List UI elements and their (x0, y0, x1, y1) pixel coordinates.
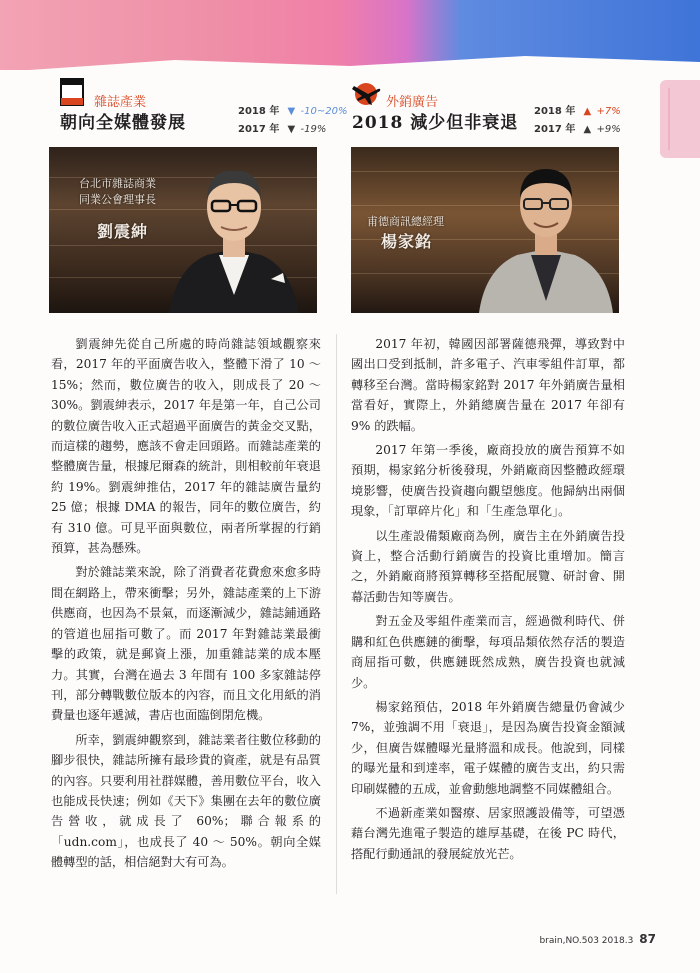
paragraph: 所幸，劉震紳觀察到，雜誌業者往數位移動的腳步很快，雜誌所擁有最珍貴的資產，就是有品質的內容。只要利用社群媒體，善用數位平台，收入也能成長快速；例如《天下》集團在去年的數位廣告營收，就成長了 60%；聯合報系的「udn.com」，也成長了 40 ～ 50%。朝向全媒體轉型的話，相信絕對大有可為。 (51, 732, 321, 870)
photo-caption-org: 台北市雜誌商業 (79, 177, 156, 190)
portrait-photo-left (49, 147, 317, 313)
stat-2018: 2018 年 ▲ +7% (534, 106, 621, 117)
left-article-body (51, 334, 321, 877)
paragraph: 2017 年第一季後，廠商投放的廣告預算不如預期，楊家銘分析後發現，外銷廠商因整體政經環境影響，使廣告投資趨向觀望態度。他歸納出兩個現象，「訂單碎片化」和「生產急單化」。 (351, 443, 625, 519)
person-figure (471, 151, 619, 313)
paragraph: 劉震紳先從自己所處的時尚雜誌領域觀察來看，2017 年的平面廣告收入，整體下滑了 10 ～ 15%；然而，數位廣告的收入，則成長了 20 ～ 30%。劉震紳表示，2017 年是第一年，自己公司的數位廣告收入正式超過平面廣告的黃金交叉點，而這樣的趨勢，應該不會走回頭路。而雜誌產業的整體廣告量，根據尼爾森的統計，則相較前年衰退約 19%。劉震紳推估，2017 年的雜誌廣告量約 25 億；根據 DMA 的報告，同年的數位廣告，約有 310 億。可見平面與數位，兩者所掌握的行銷預算，甚為懸殊。 (51, 337, 321, 556)
left-section-header (60, 74, 348, 135)
person-figure (159, 155, 309, 313)
photo-caption-name: 楊家銘 (381, 232, 433, 251)
right-article-body (351, 334, 625, 868)
paragraph: 不過新產業如醫療、居家照護設備等，可望憑藉台灣先進電子製造的雄厚基礎，在後 PC 時代，搭配行動通訊的發展綻放光芒。 (351, 805, 625, 861)
photo-caption-title: 同業公會理事長 (79, 193, 156, 206)
photo-caption-name: 劉震紳 (97, 222, 149, 241)
airplane-icon (352, 80, 382, 106)
category-label: 雜誌產業 (94, 95, 147, 110)
paragraph: 對於雜誌業來說，除了消費者花費愈來愈多時間在網路上，帶來衝擊；另外，雜誌產業的上下游供應商，也因為不景氣，而逐漸減少，雜誌鋪通路的管道也屈指可數了。而 2017 年對雜誌業最衝擊的政策，就是郵資上漲，加重雜誌業的成本壓力。其實，台灣在過去 3 年間有 100 多家雜誌停刊，部分轉戰數位版本的內容，而且文化用紙的消費量也逐年遞減，書店也面臨倒閉危機。 (51, 565, 321, 723)
headline: 朝向全媒體發展 (60, 113, 186, 133)
right-section-header (352, 74, 622, 134)
paragraph: 2017 年初，韓國因部署薩德飛彈，導致對中國出口受到抵制，許多電子、汽車零組件訂單，都轉移至台灣。當時楊家銘對 2017 年外銷廣告量相當看好，實際上，外銷總廣告量在 2017 年卻有 9% 的跌幅。 (351, 337, 625, 433)
top-decorative-band (0, 0, 700, 70)
paragraph: 以生產設備類廠商為例，廣告主在外銷廣告投資上，整合活動行銷廣告的投資比重增加。簡言之，外銷廠商將預算轉移至搭配展覽、研討會、開幕活動告知等廣告。 (351, 528, 625, 604)
stat-2017: 2017 年 ▼ -19% (238, 124, 327, 135)
magazine-icon (60, 78, 84, 106)
stat-2017: 2017 年 ▲ +9% (534, 124, 621, 135)
portrait-photo-right (351, 147, 619, 313)
paragraph: 對五金及零組件產業而言，經過微利時代、併購和紅色供應鏈的衝擊，每項品類依然存活的製造商屈指可數，供應鏈既然成熟，廣告投資也就減少。 (351, 614, 625, 690)
issue-info: brain,NO.503 2018.3 (539, 936, 634, 946)
column-divider (336, 334, 337, 894)
stat-2018: 2018 年 ▼ -10~20% (238, 106, 348, 117)
page-number: 87 (639, 932, 656, 946)
category-label: 外銷廣告 (386, 95, 439, 110)
page-footer (539, 932, 656, 946)
headline: 2018 減少但非衰退 (352, 113, 519, 133)
section-side-tab (660, 80, 700, 158)
photo-caption-title: 甫德商訊總經理 (367, 215, 444, 228)
paragraph: 楊家銘預估，2018 年外銷廣告總量仍會減少 7%，並強調不用「衰退」，是因為廣告投資金額減少，但廣告媒體曝光量將溫和成長。他說到，同樣的曝光量和到達率，電子媒體的廣告支出，約只需印刷媒體的五成，並會動態地調整不同媒體組合。 (351, 699, 625, 796)
